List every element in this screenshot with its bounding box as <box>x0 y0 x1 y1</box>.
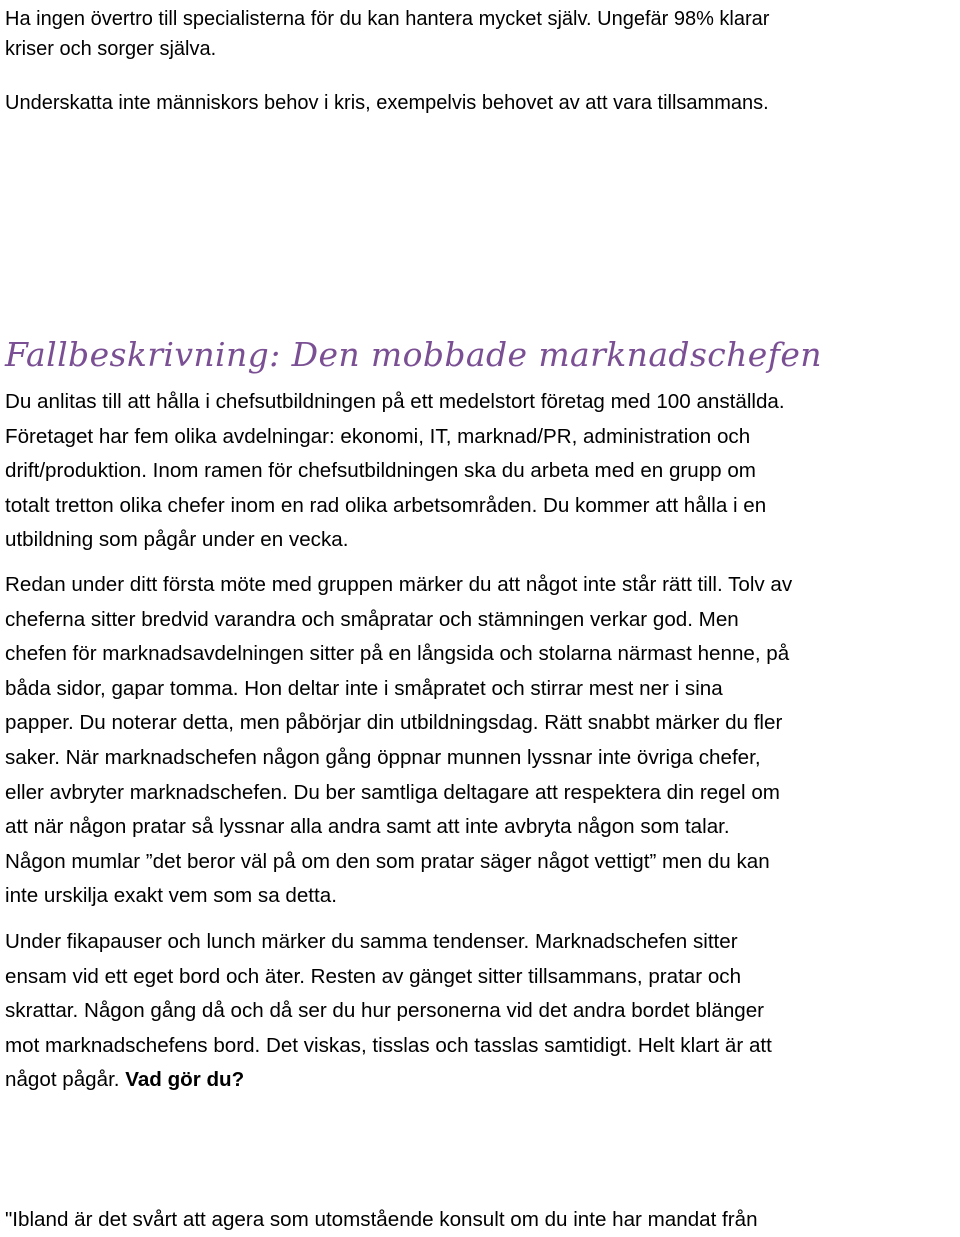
text-line: Företaget har fem olika avdelningar: ekonomi, IT, marknad/PR, administration och <box>5 424 751 448</box>
intro-line: Underskatta inte människors behov i kris, exempelvis behovet av att vara tillsammans. <box>5 92 769 114</box>
quote-line: "Ibland är det svårt att agera som utomstående konsult om du inte har mandat från <box>5 1208 758 1231</box>
text-line: drift/produktion. Inom ramen för chefsutbildningen ska du arbeta med en grupp om <box>5 459 756 483</box>
text-line: båda sidor, gapar tomma. Hon deltar inte i småpratet och stirrar mest ner i sina <box>5 676 723 700</box>
text-line: utbildning som pågår under en vecka. <box>5 528 349 552</box>
intro-line: kriser och sorger själva. <box>5 38 217 60</box>
paragraph-gap <box>5 64 955 88</box>
text-line: Under fikapauser och lunch märker du samma tendenser. Marknadschefen sitter <box>5 930 738 953</box>
text-line: Redan under ditt första möte med gruppen märker du att något inte står rätt till. Tolv av <box>5 573 793 596</box>
text-line-final <box>5 1063 955 1098</box>
intro-line: Ha ingen övertro till specialisterna för du kan hantera mycket själv. Ungefär 98% klarar <box>5 8 770 30</box>
case-paragraph-3 <box>5 925 955 1098</box>
text-line: cheferna sitter bredvid varandra och småpratar och stämningen verkar god. Men <box>5 607 739 631</box>
case-paragraph-2 <box>5 568 955 914</box>
text-line: ensam vid ett eget bord och äter. Resten av gänget sitter tillsammans, pratar och <box>5 964 742 988</box>
text-line: chefen för marknadsavdelningen sitter på en långsida och stolarna närmast henne, på <box>5 642 790 666</box>
text-line: skrattar. Någon gång då och då ser du hur personerna vid det andra bordet blänger <box>5 999 765 1023</box>
text-line: saker. När marknadschefen någon gång öppnar munnen lyssnar inte övriga chefer, <box>5 745 761 769</box>
text-line: inte urskilja exakt vem som sa detta. <box>5 884 337 908</box>
intro-text <box>5 4 955 118</box>
case-paragraph-1 <box>5 385 955 558</box>
text-line: Någon mumlar ”det beror väl på om den som pratar säger något vettigt” men du kan <box>5 849 770 873</box>
text-line: totalt tretton olika chefer inom en rad olika arbetsområden. Du kommer att hålla i en <box>5 493 767 517</box>
document-page <box>5 0 955 1236</box>
text-line: mot marknadschefens bord. Det viskas, tisslas och tasslas samtidigt. Helt klart är att <box>5 1033 772 1057</box>
final-sentence: något pågår. <box>5 1068 126 1092</box>
text-line: att när någon pratar så lyssnar alla andra samt att inte avbryta någon som talar. <box>5 815 730 839</box>
text-line: papper. Du noterar detta, men påbörjar din utbildningsdag. Rätt snabbt märker du fler <box>5 711 783 735</box>
text-line: Du anlitas till att hålla i chefsutbildningen på ett medelstort företag med 100 anställda. <box>5 390 785 413</box>
case-heading: Fallbeskrivning: Den mobbade marknadschefen <box>5 335 822 374</box>
question-bold: Vad gör du? <box>125 1068 245 1092</box>
text-line: eller avbryter marknadschefen. Du ber samtliga deltagare att respektera din regel om <box>5 780 780 804</box>
